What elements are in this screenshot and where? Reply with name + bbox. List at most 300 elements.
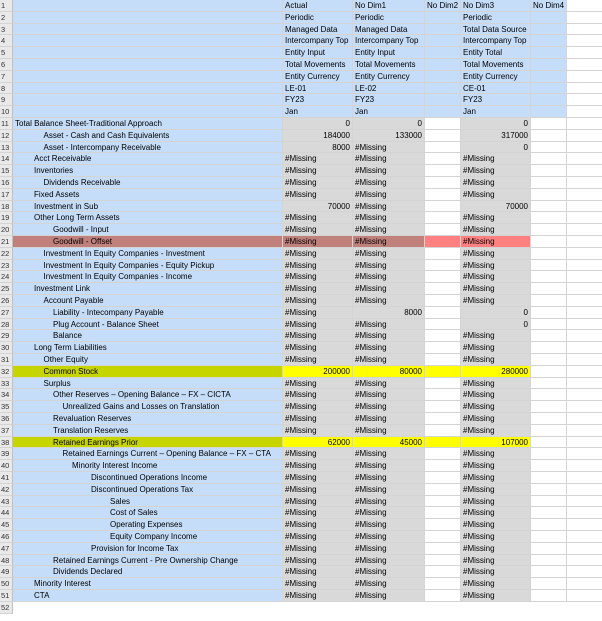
pov-cell[interactable]: Managed Data <box>353 24 425 36</box>
value-dim2[interactable] <box>425 507 461 519</box>
pov-cell[interactable]: CE-01 <box>461 83 531 95</box>
value-dim2[interactable] <box>425 295 461 307</box>
value-actual[interactable]: #Missing <box>283 472 353 484</box>
value-dim1[interactable]: #Missing <box>353 260 425 272</box>
empty-cell[interactable] <box>567 543 602 555</box>
empty-cell[interactable] <box>567 389 602 401</box>
account-label[interactable]: Common Stock <box>13 366 283 378</box>
value-dim3[interactable]: #Missing <box>461 555 531 567</box>
value-dim4[interactable] <box>531 389 567 401</box>
empty-cell[interactable] <box>567 319 602 331</box>
value-dim4[interactable] <box>531 189 567 201</box>
value-dim4[interactable] <box>531 165 567 177</box>
row-number[interactable]: 29 <box>0 330 13 342</box>
account-label[interactable]: Equity Company Income <box>13 531 283 543</box>
row-number[interactable]: 50 <box>0 578 13 590</box>
pov-cell[interactable] <box>425 71 461 83</box>
row-number[interactable]: 5 <box>0 47 13 59</box>
row-number[interactable]: 36 <box>0 413 13 425</box>
account-label[interactable]: Sales <box>13 496 283 508</box>
pov-cell[interactable]: Entity Total <box>461 47 531 59</box>
value-dim1[interactable]: #Missing <box>353 330 425 342</box>
value-dim4[interactable] <box>531 142 567 154</box>
row-number[interactable]: 39 <box>0 448 13 460</box>
empty-cell[interactable] <box>567 260 602 272</box>
value-dim3[interactable]: #Missing <box>461 378 531 390</box>
value-dim2[interactable] <box>425 153 461 165</box>
empty-cell[interactable] <box>567 425 602 437</box>
value-dim3[interactable]: 0 <box>461 319 531 331</box>
value-dim1[interactable]: #Missing <box>353 189 425 201</box>
row-number[interactable]: 37 <box>0 425 13 437</box>
label-cell[interactable] <box>13 83 283 95</box>
value-actual[interactable]: #Missing <box>283 401 353 413</box>
value-actual[interactable]: #Missing <box>283 236 353 248</box>
empty-cell[interactable] <box>567 236 602 248</box>
value-dim2[interactable] <box>425 413 461 425</box>
value-dim4[interactable] <box>531 307 567 319</box>
empty-cell[interactable] <box>567 566 602 578</box>
value-dim3[interactable]: #Missing <box>461 448 531 460</box>
row-number[interactable]: 13 <box>0 142 13 154</box>
value-dim2[interactable] <box>425 460 461 472</box>
account-label[interactable]: Account Payable <box>13 295 283 307</box>
value-dim2[interactable] <box>425 283 461 295</box>
value-dim4[interactable] <box>531 401 567 413</box>
value-actual[interactable]: #Missing <box>283 260 353 272</box>
value-dim1[interactable]: #Missing <box>353 496 425 508</box>
value-dim4[interactable] <box>531 248 567 260</box>
value-dim1[interactable]: 80000 <box>353 366 425 378</box>
value-actual[interactable]: #Missing <box>283 425 353 437</box>
pov-cell[interactable] <box>531 35 567 47</box>
empty-cell[interactable] <box>567 448 602 460</box>
value-dim2[interactable] <box>425 389 461 401</box>
value-dim1[interactable]: #Missing <box>353 448 425 460</box>
value-dim1[interactable]: #Missing <box>353 578 425 590</box>
account-label[interactable]: Retained Earnings Prior <box>13 437 283 449</box>
account-label[interactable]: Other Reserves – Opening Balance – FX – CICTA <box>13 389 283 401</box>
value-dim2[interactable] <box>425 118 461 130</box>
pov-cell[interactable] <box>531 59 567 71</box>
pov-cell[interactable] <box>425 59 461 71</box>
value-dim2[interactable] <box>425 260 461 272</box>
value-dim2[interactable] <box>425 519 461 531</box>
pov-cell[interactable] <box>425 83 461 95</box>
value-actual[interactable]: #Missing <box>283 177 353 189</box>
value-dim2[interactable] <box>425 437 461 449</box>
account-label[interactable]: Discontinued Operations Tax <box>13 484 283 496</box>
pov-cell[interactable]: Actual <box>283 0 353 12</box>
value-actual[interactable]: 0 <box>283 118 353 130</box>
account-label[interactable]: Dividends Declared <box>13 566 283 578</box>
value-dim4[interactable] <box>531 496 567 508</box>
empty-cell[interactable] <box>567 201 602 213</box>
row-number[interactable]: 12 <box>0 130 13 142</box>
value-dim2[interactable] <box>425 366 461 378</box>
pov-cell[interactable]: Intercompany Top <box>353 35 425 47</box>
value-dim4[interactable] <box>531 260 567 272</box>
value-dim3[interactable]: #Missing <box>461 531 531 543</box>
row-number[interactable]: 2 <box>0 12 13 24</box>
value-dim1[interactable]: #Missing <box>353 271 425 283</box>
account-label[interactable]: Investment In Equity Companies - Income <box>13 271 283 283</box>
value-dim3[interactable]: #Missing <box>461 236 531 248</box>
value-dim3[interactable]: #Missing <box>461 413 531 425</box>
account-label[interactable]: Fixed Assets <box>13 189 283 201</box>
value-dim4[interactable] <box>531 578 567 590</box>
account-label[interactable]: Goodwill - Offset <box>13 236 283 248</box>
value-dim4[interactable] <box>531 531 567 543</box>
value-dim1[interactable]: #Missing <box>353 165 425 177</box>
row-number[interactable]: 24 <box>0 271 13 283</box>
row-number[interactable]: 27 <box>0 307 13 319</box>
label-cell[interactable] <box>13 24 283 36</box>
row-number[interactable]: 48 <box>0 555 13 567</box>
empty-cell[interactable] <box>567 0 602 12</box>
label-cell[interactable] <box>13 0 283 12</box>
account-label[interactable]: Minority Interest <box>13 578 283 590</box>
value-dim3[interactable]: #Missing <box>461 484 531 496</box>
row-number[interactable]: 51 <box>0 590 13 602</box>
value-dim2[interactable] <box>425 354 461 366</box>
value-dim1[interactable]: #Missing <box>353 389 425 401</box>
account-label[interactable]: Revaluation Reserves <box>13 413 283 425</box>
pov-cell[interactable]: Total Movements <box>283 59 353 71</box>
row-number[interactable]: 28 <box>0 319 13 331</box>
value-dim3[interactable]: 107000 <box>461 437 531 449</box>
value-dim4[interactable] <box>531 378 567 390</box>
value-dim2[interactable] <box>425 189 461 201</box>
empty-cell[interactable] <box>567 83 602 95</box>
value-dim1[interactable]: 0 <box>353 118 425 130</box>
value-dim1[interactable]: #Missing <box>353 283 425 295</box>
row-number[interactable]: 43 <box>0 496 13 508</box>
empty-cell[interactable] <box>567 472 602 484</box>
value-dim4[interactable] <box>531 319 567 331</box>
empty-cell[interactable] <box>567 248 602 260</box>
row-number[interactable]: 49 <box>0 566 13 578</box>
empty-cell[interactable] <box>567 378 602 390</box>
pov-cell[interactable]: Intercompany Top <box>283 35 353 47</box>
account-label[interactable]: Translation Reserves <box>13 425 283 437</box>
row-number[interactable]: 23 <box>0 260 13 272</box>
empty-cell[interactable] <box>567 590 602 602</box>
value-dim3[interactable]: #Missing <box>461 271 531 283</box>
account-label[interactable]: Retained Earnings Current - Pre Ownership Change <box>13 555 283 567</box>
value-actual[interactable]: #Missing <box>283 330 353 342</box>
value-dim4[interactable] <box>531 519 567 531</box>
row-number[interactable]: 30 <box>0 342 13 354</box>
value-dim4[interactable] <box>531 507 567 519</box>
pov-cell[interactable] <box>531 71 567 83</box>
account-label[interactable]: Acct Receivable <box>13 153 283 165</box>
row-number[interactable]: 41 <box>0 472 13 484</box>
value-actual[interactable]: #Missing <box>283 484 353 496</box>
label-cell[interactable] <box>13 106 283 118</box>
value-dim1[interactable]: #Missing <box>353 590 425 602</box>
pov-cell[interactable] <box>425 24 461 36</box>
value-actual[interactable]: #Missing <box>283 248 353 260</box>
empty-cell[interactable] <box>567 578 602 590</box>
empty-cell[interactable] <box>567 496 602 508</box>
value-actual[interactable]: 184000 <box>283 130 353 142</box>
value-dim2[interactable] <box>425 496 461 508</box>
value-dim2[interactable] <box>425 142 461 154</box>
empty-cell[interactable] <box>567 212 602 224</box>
value-dim1[interactable]: #Missing <box>353 484 425 496</box>
row-number[interactable]: 10 <box>0 106 13 118</box>
value-dim3[interactable]: #Missing <box>461 354 531 366</box>
value-actual[interactable]: #Missing <box>283 212 353 224</box>
value-dim3[interactable]: #Missing <box>461 212 531 224</box>
empty-cell[interactable] <box>567 177 602 189</box>
empty-cell[interactable] <box>567 165 602 177</box>
pov-cell[interactable] <box>531 24 567 36</box>
row-number[interactable]: 34 <box>0 389 13 401</box>
value-dim3[interactable]: #Missing <box>461 401 531 413</box>
account-label[interactable]: Inventories <box>13 165 283 177</box>
value-dim4[interactable] <box>531 543 567 555</box>
account-label[interactable]: CTA <box>13 590 283 602</box>
value-dim1[interactable]: #Missing <box>353 342 425 354</box>
empty-cell[interactable] <box>567 94 602 106</box>
value-dim4[interactable] <box>531 366 567 378</box>
value-actual[interactable]: #Missing <box>283 507 353 519</box>
value-dim4[interactable] <box>531 201 567 213</box>
value-dim1[interactable]: #Missing <box>353 507 425 519</box>
value-dim2[interactable] <box>425 248 461 260</box>
pov-cell[interactable]: Entity Input <box>283 47 353 59</box>
value-dim4[interactable] <box>531 555 567 567</box>
value-dim1[interactable]: #Missing <box>353 201 425 213</box>
value-dim1[interactable]: 45000 <box>353 437 425 449</box>
value-actual[interactable]: #Missing <box>283 519 353 531</box>
account-label[interactable]: Discontinued Operations Income <box>13 472 283 484</box>
value-dim2[interactable] <box>425 566 461 578</box>
value-actual[interactable]: #Missing <box>283 283 353 295</box>
pov-cell[interactable]: FY23 <box>461 94 531 106</box>
row-number[interactable]: 11 <box>0 118 13 130</box>
value-dim1[interactable]: #Missing <box>353 319 425 331</box>
empty-cell[interactable] <box>567 59 602 71</box>
pov-cell[interactable]: Total Movements <box>461 59 531 71</box>
value-dim1[interactable]: #Missing <box>353 224 425 236</box>
value-dim1[interactable]: #Missing <box>353 531 425 543</box>
value-actual[interactable]: #Missing <box>283 413 353 425</box>
value-actual[interactable]: #Missing <box>283 271 353 283</box>
row-number[interactable]: 25 <box>0 283 13 295</box>
pov-cell[interactable]: Total Data Source <box>461 24 531 36</box>
value-dim1[interactable]: #Missing <box>353 142 425 154</box>
empty-cell[interactable] <box>567 330 602 342</box>
value-dim4[interactable] <box>531 224 567 236</box>
value-dim1[interactable]: #Missing <box>353 401 425 413</box>
label-cell[interactable] <box>13 71 283 83</box>
row-number[interactable]: 22 <box>0 248 13 260</box>
value-dim1[interactable]: 133000 <box>353 130 425 142</box>
row-number[interactable]: 42 <box>0 484 13 496</box>
row-number[interactable]: 33 <box>0 378 13 390</box>
value-dim4[interactable] <box>531 153 567 165</box>
pov-cell[interactable]: Managed Data <box>283 24 353 36</box>
value-dim1[interactable]: #Missing <box>353 425 425 437</box>
row-number[interactable]: 19 <box>0 212 13 224</box>
value-dim2[interactable] <box>425 401 461 413</box>
value-actual[interactable]: #Missing <box>283 543 353 555</box>
pov-cell[interactable]: Periodic <box>283 12 353 24</box>
value-actual[interactable]: #Missing <box>283 224 353 236</box>
value-dim2[interactable] <box>425 212 461 224</box>
value-dim2[interactable] <box>425 578 461 590</box>
value-dim3[interactable]: #Missing <box>461 507 531 519</box>
value-dim3[interactable]: 317000 <box>461 130 531 142</box>
row-number[interactable]: 14 <box>0 153 13 165</box>
empty-cell[interactable] <box>567 189 602 201</box>
pov-cell[interactable] <box>425 94 461 106</box>
value-dim3[interactable]: #Missing <box>461 189 531 201</box>
empty-cell[interactable] <box>567 437 602 449</box>
value-actual[interactable]: #Missing <box>283 189 353 201</box>
value-dim4[interactable] <box>531 118 567 130</box>
value-actual[interactable]: #Missing <box>283 153 353 165</box>
value-dim2[interactable] <box>425 271 461 283</box>
value-dim2[interactable] <box>425 342 461 354</box>
row-number[interactable]: 1 <box>0 0 13 12</box>
value-dim2[interactable] <box>425 330 461 342</box>
value-dim1[interactable]: #Missing <box>353 248 425 260</box>
value-actual[interactable]: #Missing <box>283 319 353 331</box>
value-dim1[interactable]: #Missing <box>353 413 425 425</box>
value-dim2[interactable] <box>425 224 461 236</box>
value-dim3[interactable]: #Missing <box>461 389 531 401</box>
account-label[interactable]: Dividends Receivable <box>13 177 283 189</box>
empty-cell[interactable] <box>567 484 602 496</box>
empty-cell[interactable] <box>567 401 602 413</box>
pov-cell[interactable]: Total Movements <box>353 59 425 71</box>
value-dim2[interactable] <box>425 378 461 390</box>
value-dim2[interactable] <box>425 531 461 543</box>
value-dim4[interactable] <box>531 590 567 602</box>
value-dim1[interactable]: #Missing <box>353 177 425 189</box>
value-dim1[interactable]: #Missing <box>353 212 425 224</box>
value-actual[interactable]: #Missing <box>283 295 353 307</box>
value-dim4[interactable] <box>531 472 567 484</box>
pov-cell[interactable]: Jan <box>353 106 425 118</box>
value-dim4[interactable] <box>531 130 567 142</box>
row-number[interactable]: 26 <box>0 295 13 307</box>
empty-cell[interactable] <box>567 35 602 47</box>
value-dim4[interactable] <box>531 212 567 224</box>
empty-cell[interactable] <box>567 24 602 36</box>
value-actual[interactable]: #Missing <box>283 448 353 460</box>
account-label[interactable]: Asset - Cash and Cash Equivalents <box>13 130 283 142</box>
row-number[interactable]: 47 <box>0 543 13 555</box>
pov-cell[interactable]: Entity Currency <box>461 71 531 83</box>
pov-cell[interactable] <box>425 106 461 118</box>
value-actual[interactable]: #Missing <box>283 354 353 366</box>
value-dim2[interactable] <box>425 236 461 248</box>
value-dim3[interactable]: #Missing <box>461 590 531 602</box>
empty-cell[interactable] <box>567 519 602 531</box>
value-actual[interactable]: #Missing <box>283 460 353 472</box>
value-dim3[interactable]: 70000 <box>461 201 531 213</box>
pov-cell[interactable]: Intercompany Top <box>461 35 531 47</box>
pov-cell[interactable] <box>531 83 567 95</box>
account-label[interactable]: Operating Expenses <box>13 519 283 531</box>
value-dim3[interactable]: #Missing <box>461 496 531 508</box>
value-actual[interactable]: #Missing <box>283 566 353 578</box>
value-dim3[interactable]: #Missing <box>461 283 531 295</box>
row-number[interactable]: 31 <box>0 354 13 366</box>
row-number[interactable]: 9 <box>0 94 13 106</box>
label-cell[interactable] <box>13 59 283 71</box>
value-dim1[interactable]: #Missing <box>353 472 425 484</box>
value-dim4[interactable] <box>531 342 567 354</box>
value-dim1[interactable]: #Missing <box>353 460 425 472</box>
value-dim4[interactable] <box>531 354 567 366</box>
pov-cell[interactable] <box>531 47 567 59</box>
pov-cell[interactable]: Entity Currency <box>283 71 353 83</box>
empty-cell[interactable] <box>567 142 602 154</box>
pov-cell[interactable]: Periodic <box>353 12 425 24</box>
account-label[interactable]: Unrealized Gains and Losses on Translation <box>13 401 283 413</box>
value-actual[interactable]: #Missing <box>283 165 353 177</box>
value-dim2[interactable] <box>425 425 461 437</box>
value-actual[interactable]: 200000 <box>283 366 353 378</box>
value-dim4[interactable] <box>531 437 567 449</box>
row-number[interactable]: 40 <box>0 460 13 472</box>
pov-cell[interactable]: LE-01 <box>283 83 353 95</box>
empty-cell[interactable] <box>567 295 602 307</box>
row-number[interactable]: 45 <box>0 519 13 531</box>
label-cell[interactable] <box>13 94 283 106</box>
value-dim3[interactable]: #Missing <box>461 472 531 484</box>
value-actual[interactable]: #Missing <box>283 590 353 602</box>
empty-cell[interactable] <box>567 47 602 59</box>
value-dim3[interactable]: #Missing <box>461 177 531 189</box>
value-dim1[interactable]: #Missing <box>353 543 425 555</box>
value-actual[interactable]: 70000 <box>283 201 353 213</box>
value-dim3[interactable]: #Missing <box>461 519 531 531</box>
pov-cell[interactable]: Entity Input <box>353 47 425 59</box>
empty-cell[interactable] <box>567 12 602 24</box>
value-dim4[interactable] <box>531 271 567 283</box>
empty-cell[interactable] <box>567 130 602 142</box>
value-actual[interactable]: #Missing <box>283 307 353 319</box>
value-dim3[interactable]: 280000 <box>461 366 531 378</box>
row-number[interactable]: 18 <box>0 201 13 213</box>
empty-cell[interactable] <box>567 71 602 83</box>
row-number[interactable]: 21 <box>0 236 13 248</box>
value-dim3[interactable]: #Missing <box>461 260 531 272</box>
account-label[interactable]: Investment in Sub <box>13 201 283 213</box>
pov-cell[interactable]: Jan <box>461 106 531 118</box>
row-number[interactable]: 32 <box>0 366 13 378</box>
value-dim4[interactable] <box>531 484 567 496</box>
pov-cell[interactable] <box>531 12 567 24</box>
value-dim4[interactable] <box>531 295 567 307</box>
value-dim3[interactable]: #Missing <box>461 295 531 307</box>
value-dim2[interactable] <box>425 165 461 177</box>
value-actual[interactable]: #Missing <box>283 531 353 543</box>
row-number[interactable]: 38 <box>0 437 13 449</box>
value-dim4[interactable] <box>531 425 567 437</box>
empty-cell[interactable] <box>567 307 602 319</box>
value-dim3[interactable]: #Missing <box>461 153 531 165</box>
value-dim3[interactable]: 0 <box>461 142 531 154</box>
pov-cell[interactable]: No Dim2 <box>425 0 461 12</box>
